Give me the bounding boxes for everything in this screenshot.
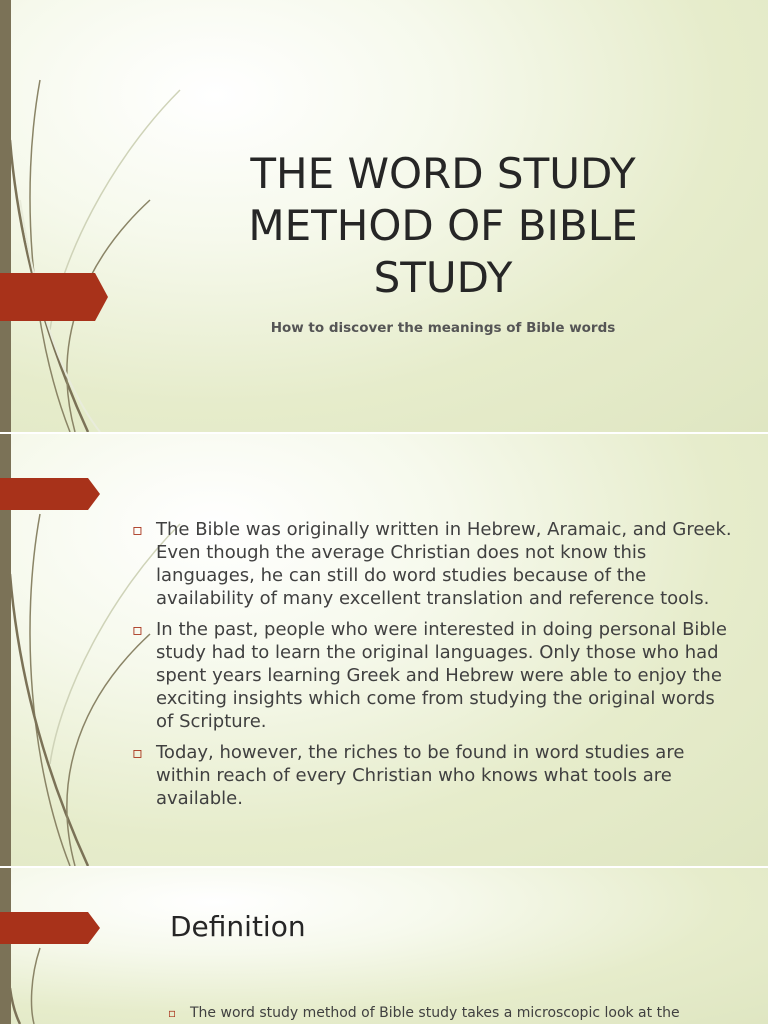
list-item — [132, 618, 732, 733]
slide-heading: Definition — [170, 910, 306, 943]
bullet-text: Today, however, the riches to be found in word studies are within reach of every Christian who knows what tools are available. — [156, 742, 685, 809]
square-bullet-icon: ▫ — [132, 520, 143, 539]
list-item — [168, 1004, 750, 1022]
slide-1-title — [0, 0, 768, 432]
bullet-text: The Bible was originally written in Hebrew, Aramaic, and Greek. Even though the average Christian does not know this languages, he can still do word studies because of the availability of many excellent translation and reference tools. — [156, 519, 732, 609]
decorative-curves — [0, 868, 200, 1024]
red-tag-marker — [0, 478, 100, 510]
decorative-curves — [0, 0, 200, 432]
red-tag-marker — [0, 273, 108, 321]
square-bullet-icon: ▫ — [132, 743, 143, 762]
list-item — [132, 741, 732, 810]
square-bullet-icon: ▫ — [132, 620, 143, 639]
bullet-list — [132, 518, 732, 818]
slide-2-content — [0, 434, 768, 866]
red-tag-marker — [0, 912, 100, 944]
square-bullet-icon: ▫ — [168, 1006, 177, 1020]
bullet-text: The word study method of Bible study takes a microscopic look at the — [190, 1005, 680, 1021]
list-item — [132, 518, 732, 610]
slide-3-definition — [0, 868, 768, 1024]
slide-title: THE WORD STUDY METHOD OF BIBLE STUDY — [248, 149, 638, 302]
slide-subtitle: How to discover the meanings of Bible words — [270, 320, 616, 336]
bullet-text: In the past, people who were interested in doing personal Bible study had to learn the original languages. Only those who had spent years learning Greek and Hebrew were able to enjoy the exciting insights which come from studying the original words of Scripture. — [156, 619, 727, 732]
